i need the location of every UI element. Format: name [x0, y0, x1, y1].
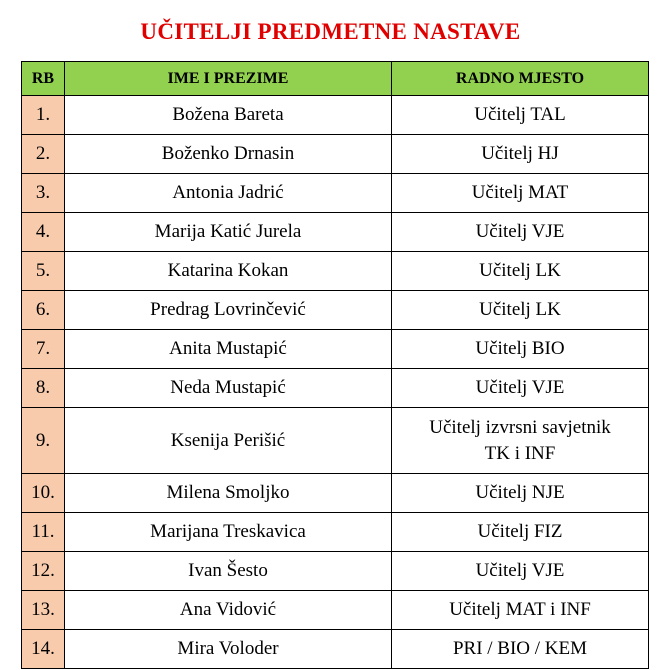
teacher-name: Ivan Šesto: [65, 552, 392, 591]
row-number: 6.: [22, 291, 65, 330]
row-number: 3.: [22, 174, 65, 213]
table-row: [22, 552, 649, 591]
teacher-position: Učitelj TAL: [392, 96, 649, 135]
teacher-position: Učitelj LK: [392, 252, 649, 291]
staff-table: [21, 61, 649, 669]
teacher-position: Učitelj MAT: [392, 174, 649, 213]
teacher-position-line: TK i INF: [484, 442, 556, 464]
teacher-position: Učitelj FIZ: [392, 513, 649, 552]
teacher-position: Učitelj BIO: [392, 330, 649, 369]
table-row: [22, 330, 649, 369]
table-row: [22, 96, 649, 135]
teacher-position: PRI / BIO / KEM: [392, 630, 649, 669]
row-number: 11.: [22, 513, 65, 552]
teacher-position: Učitelj HJ: [392, 135, 649, 174]
row-number: 7.: [22, 330, 65, 369]
teacher-name: Marijana Treskavica: [65, 513, 392, 552]
row-number: 4.: [22, 213, 65, 252]
teacher-name: Ksenija Perišić: [65, 408, 392, 474]
row-number: 14.: [22, 630, 65, 669]
teacher-name: Mira Voloder: [65, 630, 392, 669]
header-rb: RB: [22, 62, 65, 96]
teacher-position: Učitelj LK: [392, 291, 649, 330]
table-row: [22, 291, 649, 330]
row-number: 10.: [22, 474, 65, 513]
table-row: [22, 513, 649, 552]
table-row: [22, 369, 649, 408]
teacher-name: Ana Vidović: [65, 591, 392, 630]
table-row: [22, 252, 649, 291]
row-number: 12.: [22, 552, 65, 591]
teacher-name: Božena Bareta: [65, 96, 392, 135]
teacher-name: Neda Mustapić: [65, 369, 392, 408]
teacher-position: Učitelj VJE: [392, 552, 649, 591]
row-number: 8.: [22, 369, 65, 408]
header-name: IME I PREZIME: [65, 62, 392, 96]
table-row: [22, 174, 649, 213]
table-row: [22, 135, 649, 174]
table-header-row: [22, 62, 649, 96]
row-number: 13.: [22, 591, 65, 630]
table-row: [22, 591, 649, 630]
table-row: [22, 474, 649, 513]
teacher-position: [392, 408, 649, 474]
teacher-name: Anita Mustapić: [65, 330, 392, 369]
table-row: [22, 213, 649, 252]
teacher-position: Učitelj NJE: [392, 474, 649, 513]
row-number: 2.: [22, 135, 65, 174]
teacher-name: Marija Katić Jurela: [65, 213, 392, 252]
teacher-name: Predrag Lovrinčević: [65, 291, 392, 330]
row-number: 5.: [22, 252, 65, 291]
teacher-position: Učitelj VJE: [392, 369, 649, 408]
row-number: 1.: [22, 96, 65, 135]
teacher-position: Učitelj VJE: [392, 213, 649, 252]
teacher-name: Antonia Jadrić: [65, 174, 392, 213]
header-job: RADNO MJESTO: [392, 62, 649, 96]
table-row: [22, 408, 649, 474]
teacher-name: Boženko Drnasin: [65, 135, 392, 174]
teacher-name: Milena Smoljko: [65, 474, 392, 513]
teacher-position-line: Učitelj izvrsni savjetnik: [429, 416, 611, 438]
teacher-position: Učitelj MAT i INF: [392, 591, 649, 630]
row-number: 9.: [22, 408, 65, 474]
table-row: [22, 630, 649, 669]
teacher-name: Katarina Kokan: [65, 252, 392, 291]
page-title: UČITELJI PREDMETNE NASTAVE: [140, 19, 521, 44]
